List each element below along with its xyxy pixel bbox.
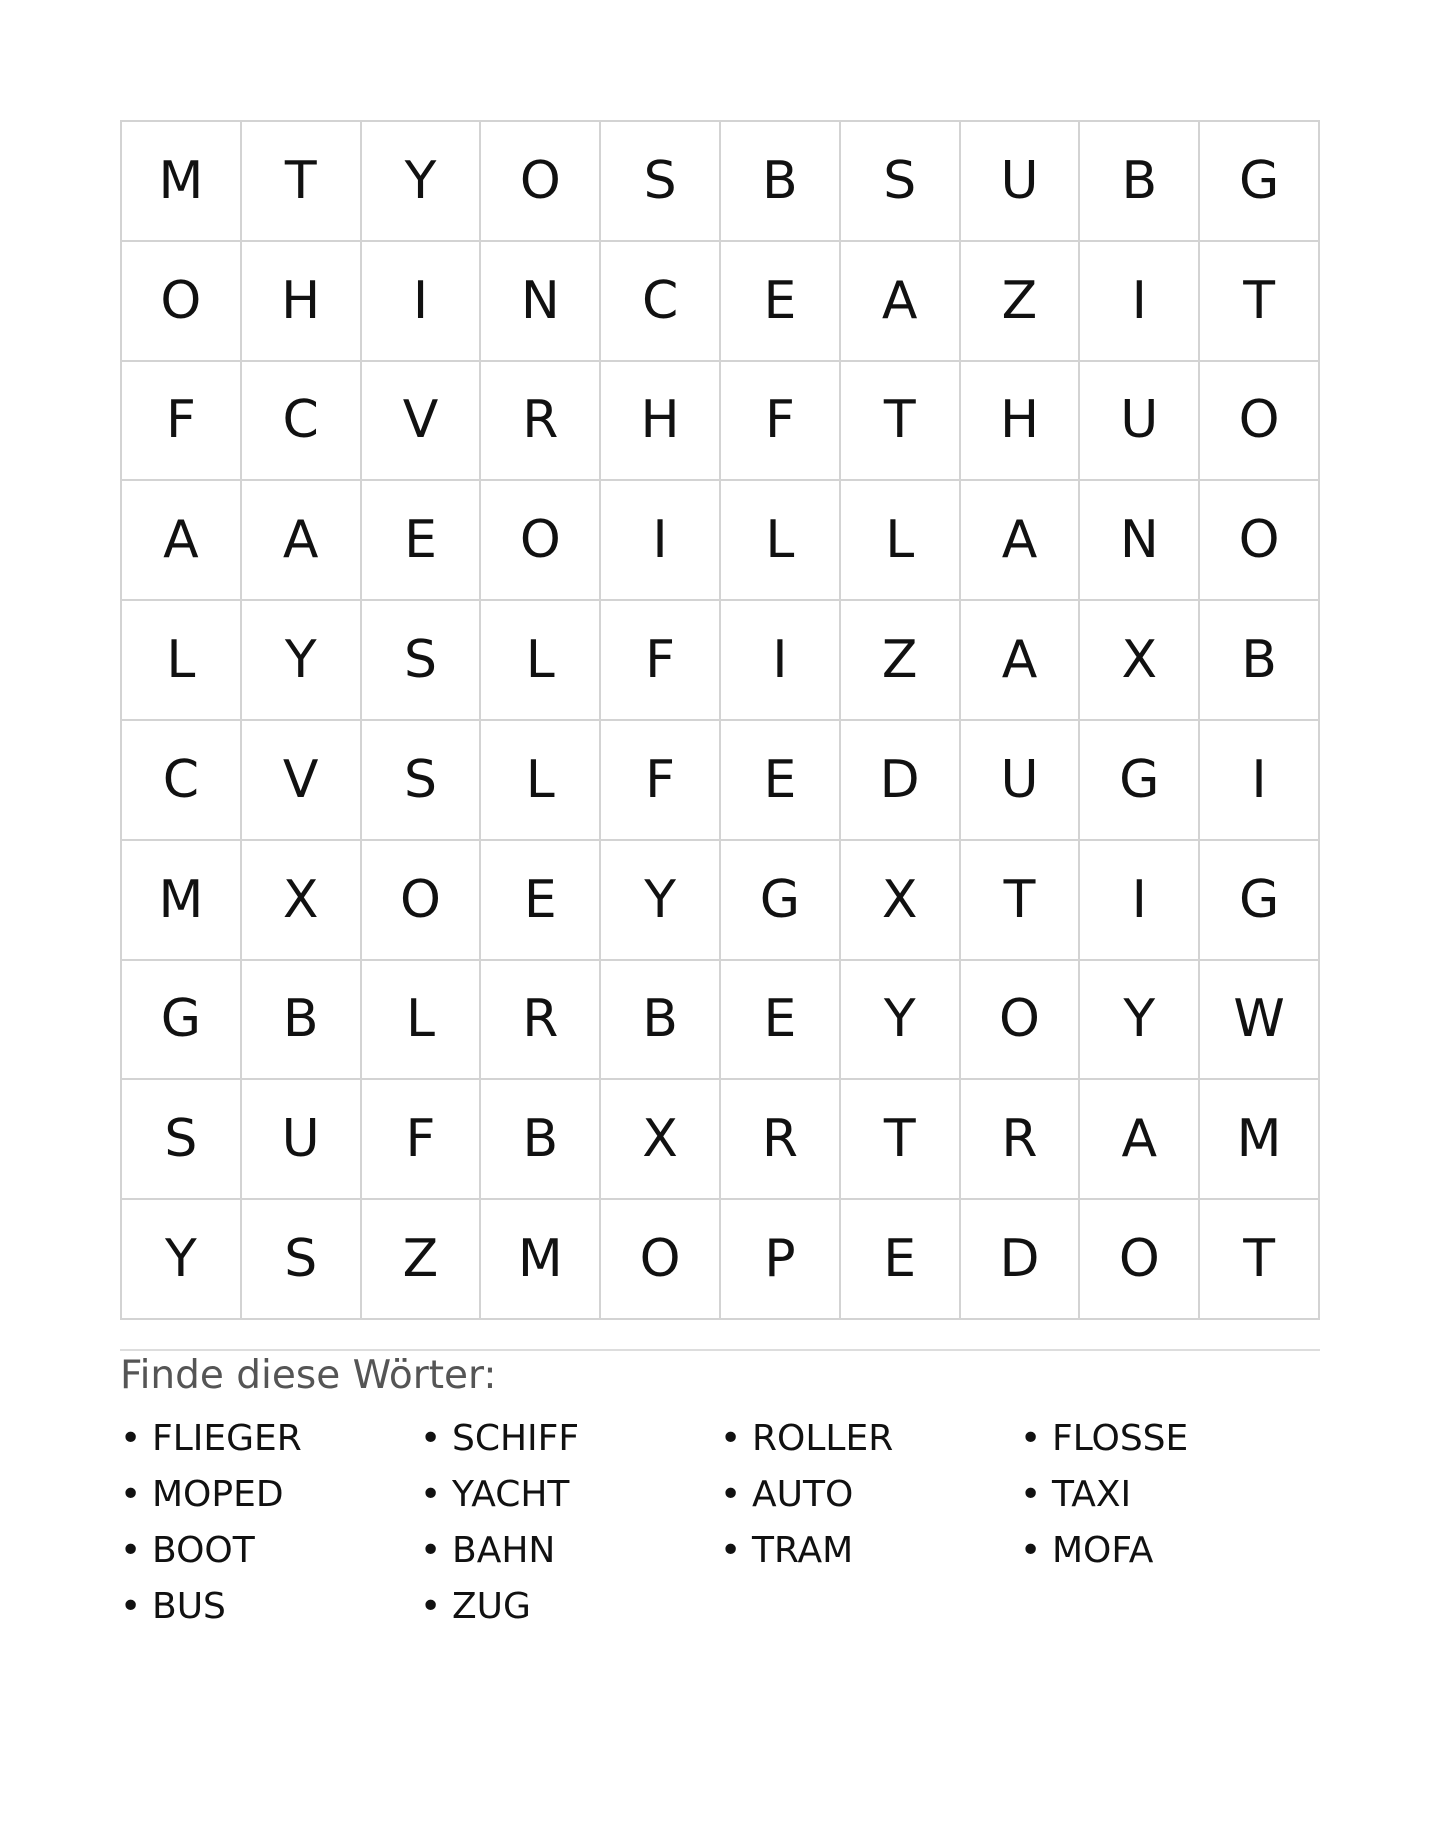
grid-cell[interactable]: R: [481, 362, 601, 482]
bullet: •: [420, 1473, 442, 1515]
word-label: BUS: [152, 1585, 226, 1627]
word-label: AUTO: [752, 1473, 854, 1515]
grid-cell[interactable]: A: [961, 481, 1081, 601]
grid-cell[interactable]: F: [601, 601, 721, 721]
grid-cell[interactable]: Y: [242, 601, 362, 721]
word-list-item: [420, 1522, 720, 1578]
grid-cell[interactable]: E: [721, 961, 841, 1081]
word-list-item: [120, 1410, 420, 1466]
word-list-item: [420, 1466, 720, 1522]
grid-cell[interactable]: C: [242, 362, 362, 482]
grid-cell[interactable]: L: [362, 961, 482, 1081]
bullet: •: [120, 1529, 142, 1571]
bullet: •: [120, 1473, 142, 1515]
grid-cell[interactable]: D: [841, 721, 961, 841]
grid-cell[interactable]: I: [601, 481, 721, 601]
grid-cell[interactable]: G: [1200, 841, 1320, 961]
grid-cell[interactable]: E: [481, 841, 601, 961]
grid-cell[interactable]: T: [961, 841, 1081, 961]
grid-cell[interactable]: O: [481, 122, 601, 242]
word-list-item: [120, 1522, 420, 1578]
grid-cell[interactable]: A: [961, 601, 1081, 721]
grid-cell[interactable]: Z: [961, 242, 1081, 362]
grid-cell[interactable]: Z: [362, 1200, 482, 1320]
grid-cell[interactable]: L: [481, 601, 601, 721]
grid-cell[interactable]: G: [1200, 122, 1320, 242]
bullet: •: [120, 1417, 142, 1459]
grid-cell[interactable]: C: [122, 721, 242, 841]
grid-cell[interactable]: C: [601, 242, 721, 362]
grid-cell[interactable]: S: [122, 1080, 242, 1200]
bullet: •: [1020, 1417, 1042, 1459]
word-label: FLOSSE: [1052, 1417, 1189, 1459]
grid-cell[interactable]: N: [481, 242, 601, 362]
grid-cell[interactable]: Y: [1080, 961, 1200, 1081]
bullet: •: [1020, 1529, 1042, 1571]
word-label: TRAM: [752, 1529, 854, 1571]
grid-cell[interactable]: X: [242, 841, 362, 961]
grid-cell[interactable]: W: [1200, 961, 1320, 1081]
grid-cell[interactable]: U: [1080, 362, 1200, 482]
grid-cell[interactable]: G: [122, 961, 242, 1081]
grid-cell[interactable]: T: [242, 122, 362, 242]
grid-cell[interactable]: G: [721, 841, 841, 961]
grid-cell[interactable]: T: [1200, 242, 1320, 362]
grid-cell[interactable]: B: [721, 122, 841, 242]
grid-cell[interactable]: H: [601, 362, 721, 482]
word-list-heading: Finde diese Wörter:: [120, 1353, 497, 1398]
grid-cell[interactable]: T: [1200, 1200, 1320, 1320]
grid-cell[interactable]: I: [721, 601, 841, 721]
grid-cell[interactable]: F: [721, 362, 841, 482]
grid-cell[interactable]: R: [481, 961, 601, 1081]
grid-cell[interactable]: T: [841, 1080, 961, 1200]
grid-cell[interactable]: S: [841, 122, 961, 242]
grid-cell[interactable]: E: [721, 721, 841, 841]
grid-cell[interactable]: F: [601, 721, 721, 841]
word-label: BAHN: [452, 1529, 556, 1571]
grid-cell[interactable]: O: [122, 242, 242, 362]
grid-cell[interactable]: M: [1200, 1080, 1320, 1200]
grid-cell[interactable]: L: [122, 601, 242, 721]
bullet: •: [420, 1417, 442, 1459]
bullet: •: [720, 1417, 742, 1459]
grid-cell[interactable]: F: [122, 362, 242, 482]
grid-cell[interactable]: O: [601, 1200, 721, 1320]
grid-cell[interactable]: O: [1200, 362, 1320, 482]
word-list-item: [1020, 1522, 1320, 1578]
grid-cell[interactable]: U: [242, 1080, 362, 1200]
word-label: SCHIFF: [452, 1417, 580, 1459]
grid-cell[interactable]: I: [1080, 242, 1200, 362]
word-label: TAXI: [1052, 1473, 1132, 1515]
grid-cell[interactable]: I: [1080, 841, 1200, 961]
word-list-item: [120, 1466, 420, 1522]
grid-cell[interactable]: P: [721, 1200, 841, 1320]
grid-cell[interactable]: E: [721, 242, 841, 362]
grid-cell[interactable]: H: [242, 242, 362, 362]
grid-cell[interactable]: X: [1080, 601, 1200, 721]
grid-cell[interactable]: Y: [122, 1200, 242, 1320]
word-list-item: [720, 1410, 1020, 1466]
grid-cell[interactable]: X: [601, 1080, 721, 1200]
grid-cell[interactable]: H: [961, 362, 1081, 482]
word-list-item: [720, 1466, 1020, 1522]
grid-cell[interactable]: V: [362, 362, 482, 482]
grid-cell[interactable]: B: [242, 961, 362, 1081]
grid-cell[interactable]: E: [362, 481, 482, 601]
word-list-item: [720, 1522, 1020, 1578]
letter-grid: [120, 120, 1320, 1320]
bullet: •: [420, 1585, 442, 1627]
grid-cell[interactable]: B: [481, 1080, 601, 1200]
word-list: [120, 1410, 1320, 1634]
grid-cell[interactable]: B: [601, 961, 721, 1081]
word-list-item: [420, 1578, 720, 1634]
grid-cell[interactable]: I: [1200, 721, 1320, 841]
divider: [120, 1349, 1320, 1351]
bullet: •: [720, 1473, 742, 1515]
word-label: MOPED: [152, 1473, 284, 1515]
grid-cell[interactable]: B: [1200, 601, 1320, 721]
word-label: BOOT: [152, 1529, 255, 1571]
bullet: •: [420, 1529, 442, 1571]
grid-cell[interactable]: M: [122, 122, 242, 242]
grid-cell[interactable]: O: [1080, 1200, 1200, 1320]
grid-cell[interactable]: D: [961, 1200, 1081, 1320]
grid-cell[interactable]: M: [481, 1200, 601, 1320]
grid-cell[interactable]: Y: [601, 841, 721, 961]
grid-cell[interactable]: I: [362, 242, 482, 362]
grid-cell[interactable]: O: [362, 841, 482, 961]
grid-cell[interactable]: T: [841, 362, 961, 482]
grid-cell[interactable]: S: [601, 122, 721, 242]
grid-cell[interactable]: Z: [841, 601, 961, 721]
word-list-item: [120, 1578, 420, 1634]
grid-cell[interactable]: U: [961, 122, 1081, 242]
grid-cell[interactable]: X: [841, 841, 961, 961]
word-label: ZUG: [452, 1585, 531, 1627]
grid-cell[interactable]: G: [1080, 721, 1200, 841]
grid-cell[interactable]: O: [1200, 481, 1320, 601]
word-list-item: [1020, 1466, 1320, 1522]
grid-cell[interactable]: A: [122, 481, 242, 601]
grid-cell[interactable]: N: [1080, 481, 1200, 601]
word-list-item: [1020, 1410, 1320, 1466]
word-label: FLIEGER: [152, 1417, 302, 1459]
grid-cell[interactable]: S: [242, 1200, 362, 1320]
word-label: ROLLER: [752, 1417, 894, 1459]
word-label: YACHT: [452, 1473, 570, 1515]
grid-cell[interactable]: U: [961, 721, 1081, 841]
grid-cell[interactable]: S: [362, 601, 482, 721]
bullet: •: [720, 1529, 742, 1571]
grid-cell[interactable]: O: [481, 481, 601, 601]
word-label: MOFA: [1052, 1529, 1154, 1571]
grid-cell[interactable]: R: [721, 1080, 841, 1200]
grid-cell[interactable]: M: [122, 841, 242, 961]
grid-cell[interactable]: L: [481, 721, 601, 841]
grid-cell[interactable]: R: [961, 1080, 1081, 1200]
grid-cell[interactable]: F: [362, 1080, 482, 1200]
grid-cell[interactable]: A: [841, 242, 961, 362]
grid-cell[interactable]: L: [841, 481, 961, 601]
word-list-item: [420, 1410, 720, 1466]
grid-cell[interactable]: A: [1080, 1080, 1200, 1200]
grid-cell[interactable]: Y: [841, 961, 961, 1081]
grid-cell[interactable]: S: [362, 721, 482, 841]
grid-cell[interactable]: O: [961, 961, 1081, 1081]
grid-cell[interactable]: V: [242, 721, 362, 841]
bullet: •: [120, 1585, 142, 1627]
grid-cell[interactable]: A: [242, 481, 362, 601]
bullet: •: [1020, 1473, 1042, 1515]
grid-cell[interactable]: B: [1080, 122, 1200, 242]
grid-cell[interactable]: Y: [362, 122, 482, 242]
grid-cell[interactable]: E: [841, 1200, 961, 1320]
grid-cell[interactable]: L: [721, 481, 841, 601]
